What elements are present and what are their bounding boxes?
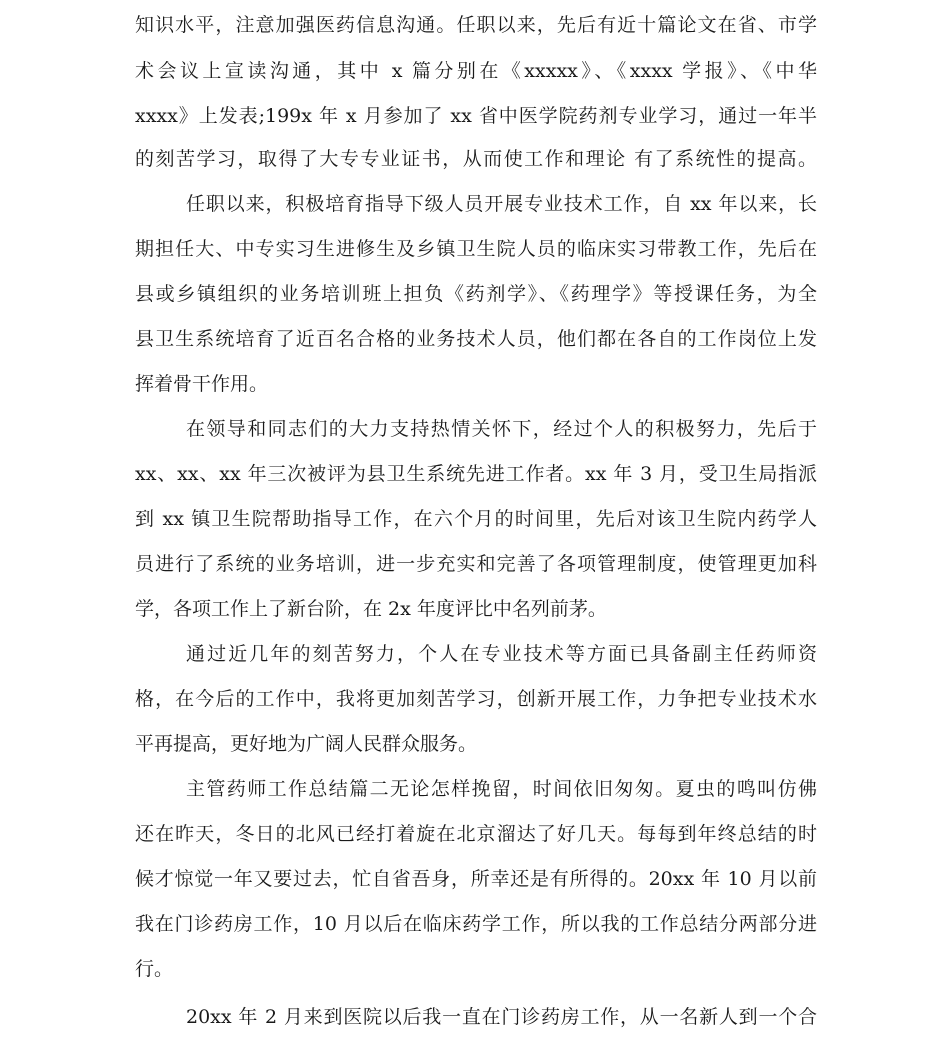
text-line: 的刻苦学习，取得了大专专业证书，从而使工作和理论 有了系统性的提高。 — [135, 148, 817, 170]
text-line: xxxx》上发表;199x 年 x 月参加了 xx 省中医学院药剂专业学习，通过一年半 — [135, 105, 817, 127]
text-line: 平再提高，更好地为广阔人民群众服务。 — [135, 733, 478, 755]
text-line: 员进行了系统的业务培训，进一步充实和完善了各项管理制度，使管理更加科 — [135, 553, 817, 575]
text-line: 到 xx 镇卫生院帮助指导工作，在六个月的时间里，先后对该卫生院内药学人 — [135, 508, 817, 530]
text-line: 期担任大、中专实习生进修生及乡镇卫生院人员的临床实习带教工作，先后在 — [135, 238, 817, 260]
text-line: 我在门诊药房工作，10 月以后在临床药学工作，所以我的工作总结分两部分进 — [135, 913, 817, 935]
text-line: 术会议上宣读沟通，其中 x 篇分别在《xxxxx》、《xxxx 学报》、《中华 — [135, 60, 817, 82]
paragraph-first-line: 在领导和同志们的大力支持热情关怀下，经过个人的积极努力，先后于 — [186, 418, 817, 440]
text-line: 学，各项工作上了新台阶，在 2x 年度评比中名列前茅。 — [135, 598, 607, 620]
paragraph-first-line: 任职以来，积极培育指导下级人员开展专业技术工作，自 xx 年以来，长 — [186, 193, 817, 215]
text-line: 挥着骨干作用。 — [135, 373, 269, 395]
text-line: 格，在今后的工作中，我将更加刻苦学习，创新开展工作，力争把专业技术水 — [135, 688, 817, 710]
text-line: 县或乡镇组织的业务培训班上担负《药剂学》、《药理学》等授课任务，为全 — [135, 283, 817, 305]
paragraph-first-line: 主管药师工作总结篇二无论怎样挽留，时间依旧匆匆。夏虫的鸣叫仿佛 — [186, 778, 817, 800]
paragraph-first-line: 20xx 年 2 月来到医院以后我一直在门诊药房工作，从一名新人到一个合 — [186, 1006, 817, 1028]
text-line: 还在昨天，冬日的北风已经打着旋在北京溜达了好几天。每每到年终总结的时 — [135, 823, 817, 845]
paragraph-first-line: 通过近几年的刻苦努力，个人在专业技术等方面已具备副主任药师资 — [186, 643, 817, 665]
text-line: xx、xx、xx 年三次被评为县卫生系统先进工作者。xx 年 3 月，受卫生局指派 — [135, 463, 817, 485]
text-line: 候才惊觉一年又要过去，忙自省吾身，所幸还是有所得的。20xx 年 10 月以前 — [135, 868, 817, 890]
text-line: 县卫生系统培育了近百名合格的业务技术人员，他们都在各自的工作岗位上发 — [135, 328, 817, 350]
text-line: 知识水平，注意加强医药信息沟通。任职以来，先后有近十篇论文在省、市学 — [135, 14, 817, 36]
text-line: 行。 — [135, 958, 174, 980]
